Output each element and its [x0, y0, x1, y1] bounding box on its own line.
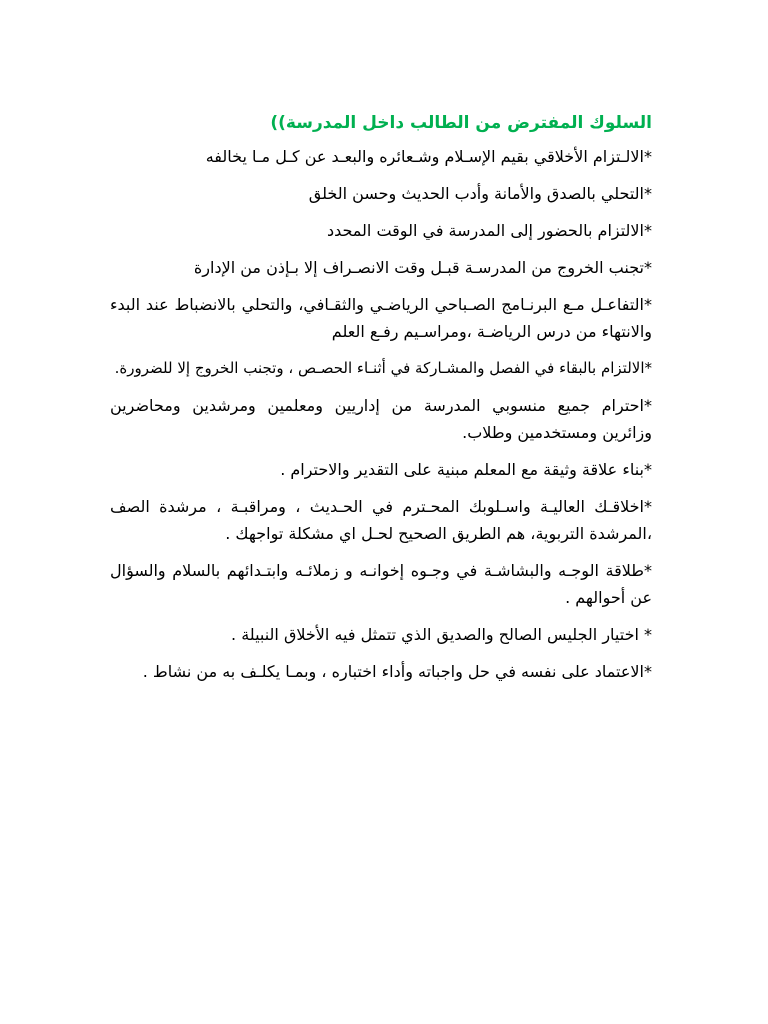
- paragraph-3: *الالتزام بالحضور إلى المدرسة في الوقت المحدد: [326, 221, 652, 240]
- paragraph-11: * اختيار الجليس الصالح والصديق الذي تتمثل فيه الأخلاق النبيلة .: [231, 625, 652, 644]
- paragraph-6: *الالتزام بالبقاء في الفصل والمشـاركة في أثنـاء الحصـص ، وتجنب الخروج إلا للضرورة.: [114, 359, 652, 377]
- paragraph-7: *احترام جميع منسوبي المدرسة من إداريين ومعلمين ومرشدين ومحاضرين وزائرين ومستخدمين وطلاب.: [110, 396, 652, 442]
- paragraph-9: *اخلاقـك العاليـة واسـلوبك المحـترم في الحـديث ، ومراقبـة ، مرشدة الصف ،المرشدة التربوية، هم الطريق الصحيح لحـل اي مشكلة تواجهك .: [110, 497, 652, 543]
- paragraph-8: *بناء علاقة وثيقة مع المعلم مبنية على التقدير والاحترام .: [280, 460, 652, 479]
- document-title: السلوك المفترض من الطالب داخل المدرسة)): [270, 113, 652, 133]
- paragraph-12: *الاعتماد على نفسه في حل واجباته وأداء اختباره ، وبمـا يكلـف به من نشاط .: [142, 662, 652, 681]
- document-body: [110, 110, 652, 695]
- paragraph-5: *التفاعـل مـع البرنـامج الصـباحي الرياضـي والثقـافي، والتحلي بالانضباط عند البدء والانتهاء من درس الرياضـة ،ومراسـيم رفـع العلم: [110, 295, 652, 341]
- paragraph-2: *التحلي بالصدق والأمانة وأدب الحديث وحسن الخلق: [308, 184, 652, 203]
- paragraph-1: *الالـتزام الأخلاقي بقيم الإسـلام وشـعائره والبعـد عن كـل مـا يخالفه: [205, 147, 652, 166]
- paragraph-10: *طلاقة الوجـه والبشاشـة في وجـوه إخوانـه و زملائـه وابتـدائهم بالسلام والسؤال عن أحوالهم .: [110, 561, 652, 607]
- paragraph-4: *تجنب الخروج من المدرسـة قبـل وقت الانصـراف إلا بـإذن من الإدارة: [193, 258, 652, 277]
